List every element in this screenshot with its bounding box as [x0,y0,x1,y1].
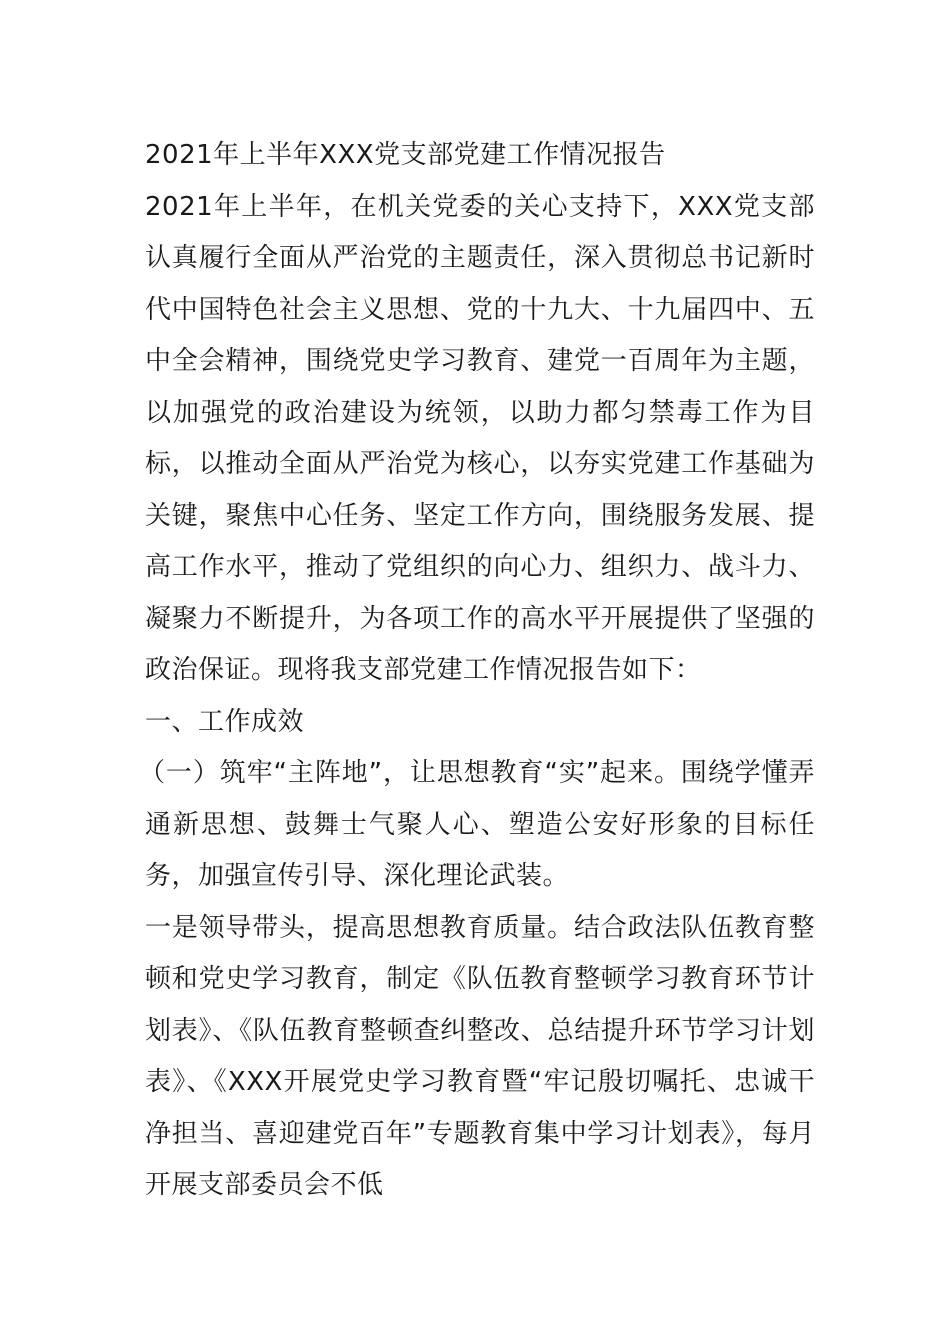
intro-paragraph: 2021年上半年，在机关党委的关心支持下，XXX党支部认真履行全面从严治党的主题责任，深入贯彻总书记新时代中国特色社会主义思想、党的十九大、十九届四中、五中全会精神，围绕党史学习教育、建党一百周年为主题，以加强党的政治建设为统领，以助力都匀禁毒工作为目标，以推动全面从严治党为核心，以夯实党建工作基础为关键，聚焦中心任务、坚定工作方向，围绕服务发展、提高工作水平，推动了党组织的向心力、组织力、战斗力、凝聚力不断提升，为各项工作的高水平开展提供了坚强的政治保证。现将我支部党建工作情况报告如下： [145,191,815,685]
section-heading: 一、工作成效 [145,706,305,737]
document-title: 2021年上半年XXX党支部党建工作情况报告 [145,140,666,170]
document-body [139,130,815,1212]
subsection-paragraph: （一）筑牢“主阵地”，让思想教育“实”起来。围绕学懂弄通新思想、鼓舞士气聚人心、塑造公安好形象的目标任务，加强宣传引导、深化理论武装。 [139,758,815,891]
point-paragraph: 一是领导带头，提高思想教育质量。结合政法队伍教育整顿和党史学习教育，制定《队伍教育整顿学习教育环节计划表》、《队伍教育整顿查纠整改、总结提升环节学习计划表》、《XXX开展党史学习教育暨“牢记殷切嘱托、忠诚干净担当、喜迎建党百年”专题教育集中学习计划表》，每月开展支部委员会不低 [145,912,815,1200]
